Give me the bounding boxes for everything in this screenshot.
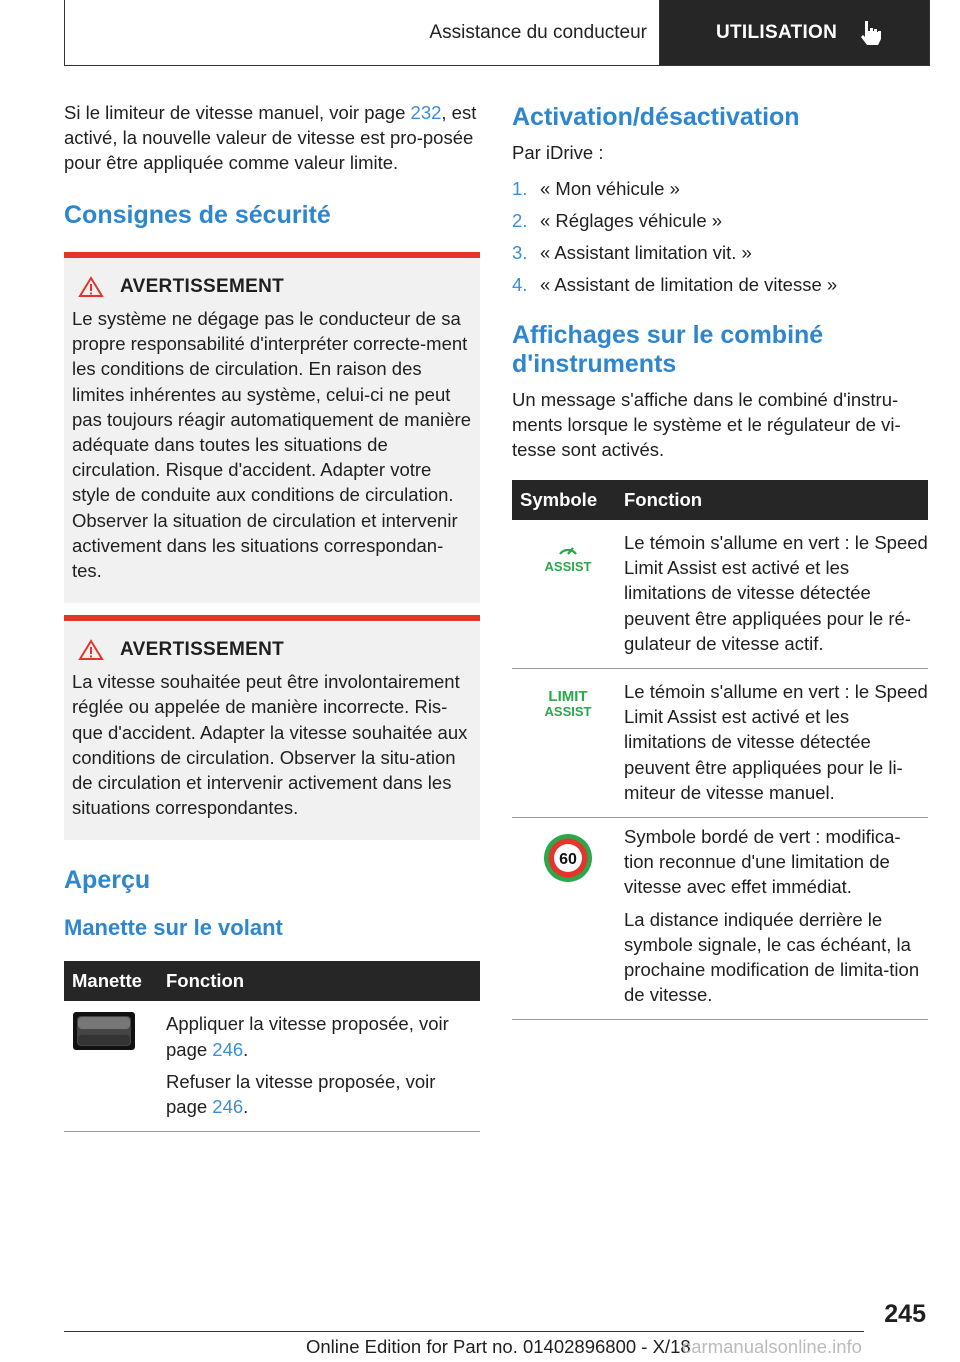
hand-pointer-icon <box>859 20 883 46</box>
symbol-function-text: Symbole bordé de vert : modifica-tion reconnue d'une limitation de vitesse avec effet immédiat. <box>624 826 901 898</box>
limit-icon-text: LIMIT <box>548 688 588 706</box>
step-text: « Réglages véhicule » <box>540 210 723 231</box>
lever-function-2 <box>166 1069 472 1119</box>
page-link-246[interactable]: 246 <box>212 1096 244 1118</box>
warning-text-2: La vitesse souhaitée peut être involontairement réglée ou appelée de manière incorrecte. Ris-que d'accident. Adapter la vitesse souhaitée aux conditions de circulation. Observer la situ-ation de circulation et intervenir activement dans les situations correspondantes. <box>72 671 468 819</box>
activation-heading: Activation/désactivation <box>512 103 800 131</box>
speed-limit-60-sign-icon <box>542 832 594 884</box>
warning-triangle-icon <box>78 639 104 661</box>
function-2-end: . <box>243 1096 249 1118</box>
display-intro: Un message s'affiche dans le combiné d'instru-ments lorsque le système et le régulateur de vi-tesse sont activés. <box>512 389 901 460</box>
assist-icon-text: ASSIST <box>544 559 592 574</box>
steering-lever-button-icon <box>72 1011 136 1051</box>
step-text: « Assistant limitation vit. » <box>540 242 752 263</box>
warning-text-1: Le système ne dégage pas le conducteur de sa propre responsabilité d'interpréter correcte-ment les conditions de circulation. En raison des limites inhérentes au système, celui-ci ne peut pas toujours réagir automatiquement de manière adéquate dans toutes les situations de circulation. Risque d'accident. Adapter votre style de conduite aux conditions de circulation. Observer la situation de circulation et intervenir activement dans les situations correspondan-tes. <box>72 308 472 582</box>
table-row <box>64 1001 480 1131</box>
warning-box-1 <box>64 252 480 603</box>
function-1-end: . <box>243 1038 249 1060</box>
symbol-table <box>512 480 928 1020</box>
symbol-function-text-2: La distance indiquée derrière le symbole signale, le cas échéant, la prochaine modification de limita-tion de vitesse. <box>624 908 920 1006</box>
limit-assist-icon-text: ASSIST <box>544 704 592 720</box>
warning-title-1 <box>72 276 472 298</box>
chapter-tab[interactable] <box>660 0 929 65</box>
lever-subheading: Manette sur le volant <box>64 915 283 941</box>
function-2-text: Refuser la vitesse proposée, voir page <box>166 1070 436 1118</box>
intro-paragraph <box>64 100 480 175</box>
idrive-steps <box>512 173 928 301</box>
function-1-text: Appliquer la vitesse proposée, voir page <box>166 1013 449 1060</box>
step-text: « Mon véhicule » <box>540 178 680 199</box>
limit-assist-icon <box>540 685 596 725</box>
warning-box-2 <box>64 615 480 840</box>
intro-text-start: Si le limiteur de vitesse manuel, voir page <box>64 102 411 123</box>
table-row <box>512 818 928 1020</box>
warning-triangle-icon <box>78 276 104 298</box>
table-row <box>512 669 928 818</box>
page-link-232[interactable]: 232 <box>410 102 442 123</box>
step-number: 2. <box>512 210 528 231</box>
page-number: 245 <box>884 1300 926 1328</box>
list-item <box>512 205 928 237</box>
step-text: « Assistant de limitation de vitesse » <box>540 274 838 295</box>
warning-title-2 <box>72 639 472 661</box>
edition-info: Online Edition for Part no. 01402896800 - X/18 <box>306 1336 691 1357</box>
warning-label-2: AVERTISSEMENT <box>120 639 285 661</box>
safety-heading: Consignes de sécurité <box>64 201 331 229</box>
speed-sign-text: 60 <box>559 851 577 869</box>
step-number: 4. <box>512 274 528 295</box>
col-header-manette: Manette <box>64 961 158 1001</box>
lever-table <box>64 961 480 1132</box>
watermark: carmanualsonline.info <box>682 1336 862 1357</box>
table-row <box>512 520 928 669</box>
step-number: 3. <box>512 242 528 263</box>
overview-heading: Aperçu <box>64 866 151 895</box>
section-title: Assistance du conducteur <box>65 0 660 65</box>
symbol-function-text: Le témoin s'allume en vert : le Speed Limit Assist est activé et les limitations de vitesse détectée peuvent être appliquées pour le ré-gulateur de vitesse actif. <box>624 532 928 654</box>
list-item <box>512 237 928 269</box>
display-heading: Affichages sur le combiné d'instruments <box>512 321 824 378</box>
col-header-symbole: Symbole <box>512 480 616 520</box>
page-header <box>64 0 930 66</box>
idrive-label: Par iDrive : <box>512 142 604 163</box>
col-header-fonction: Fonction <box>616 480 928 520</box>
left-column <box>64 100 480 1132</box>
page-link-246[interactable]: 246 <box>212 1038 244 1060</box>
chapter-title: UTILISATION <box>716 21 838 43</box>
list-item <box>512 269 928 301</box>
step-number: 1. <box>512 178 528 199</box>
intro-text-end: , est activé, la nouvelle valeur de vitesse est pro-posée pour être appliquée comme valeur limite. <box>64 102 477 173</box>
symbol-function-text: Le témoin s'allume en vert : le Speed Limit Assist est activé et les limitations de vitesse détectée peuvent être appliquées pour le li-miteur de vitesse manuel. <box>624 681 928 803</box>
warning-label-1: AVERTISSEMENT <box>120 276 285 297</box>
list-item <box>512 173 928 205</box>
col-header-fonction: Fonction <box>158 961 480 1001</box>
footer-divider <box>64 1331 864 1332</box>
right-column <box>512 100 928 1020</box>
assist-gauge-icon <box>540 534 596 578</box>
lever-function-1 <box>166 1011 472 1061</box>
